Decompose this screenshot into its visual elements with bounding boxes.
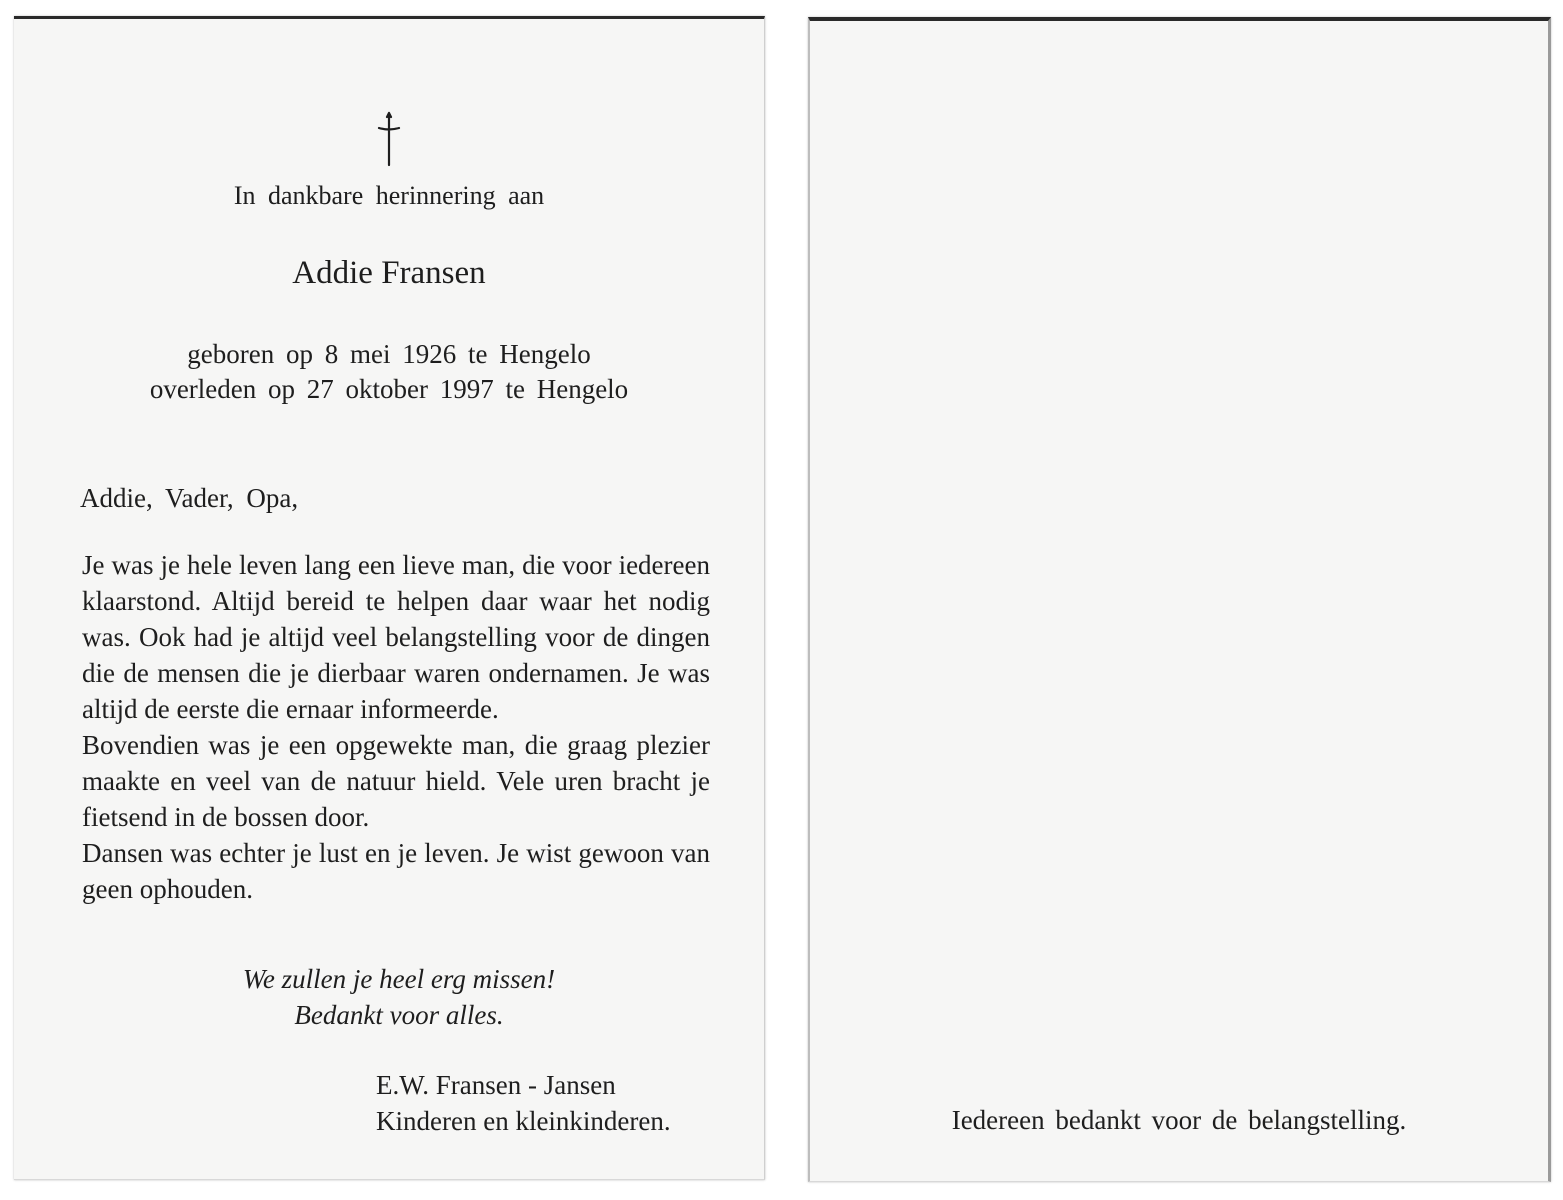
tribute-text <box>82 547 710 907</box>
memorial-card-back <box>808 17 1551 1182</box>
intro-text: In dankbare herinnering aan <box>233 181 545 210</box>
greeting: Addie, Vader, Opa, <box>80 483 299 513</box>
tribute-paragraph: Bovendien was je een opgewekte man, die graag plezier maakte en veel van de natuur hield. Vele uren bracht je fietsend in de bossen door. <box>82 730 710 832</box>
memorial-card-front <box>14 16 765 1180</box>
cross-icon <box>374 111 404 167</box>
signature <box>376 1067 671 1139</box>
signature-line: Kinderen en kleinkinderen. <box>376 1106 671 1136</box>
death-line: overleden op 27 oktober 1997 te Hengelo <box>149 374 629 404</box>
closing-line: Bedankt voor alles. <box>294 1000 504 1030</box>
signature-line: E.W. Fransen - Jansen <box>376 1070 616 1100</box>
deceased-name: Addie Fransen <box>292 255 486 291</box>
thanks-text: Iedereen bedankt voor de belangstelling. <box>951 1105 1407 1135</box>
tribute-paragraph: Je was je hele leven lang een lieve man, die voor iedereen klaarstond. Altijd bereid te helpen daar waar het nodig was. Ook had je altijd veel belangstelling voor de dingen die de mensen die je dierbaar waren ondernamen. Je was altijd de eerste die ernaar informeerde. <box>82 550 710 724</box>
birth-line: geboren op 8 mei 1926 te Hengelo <box>187 339 591 369</box>
closing-words <box>114 961 684 1033</box>
tribute-paragraph: Dansen was echter je lust en je leven. Je wist gewoon van geen ophouden. <box>82 838 710 904</box>
closing-line: We zullen je heel erg missen! <box>242 964 556 994</box>
life-dates <box>14 337 764 407</box>
